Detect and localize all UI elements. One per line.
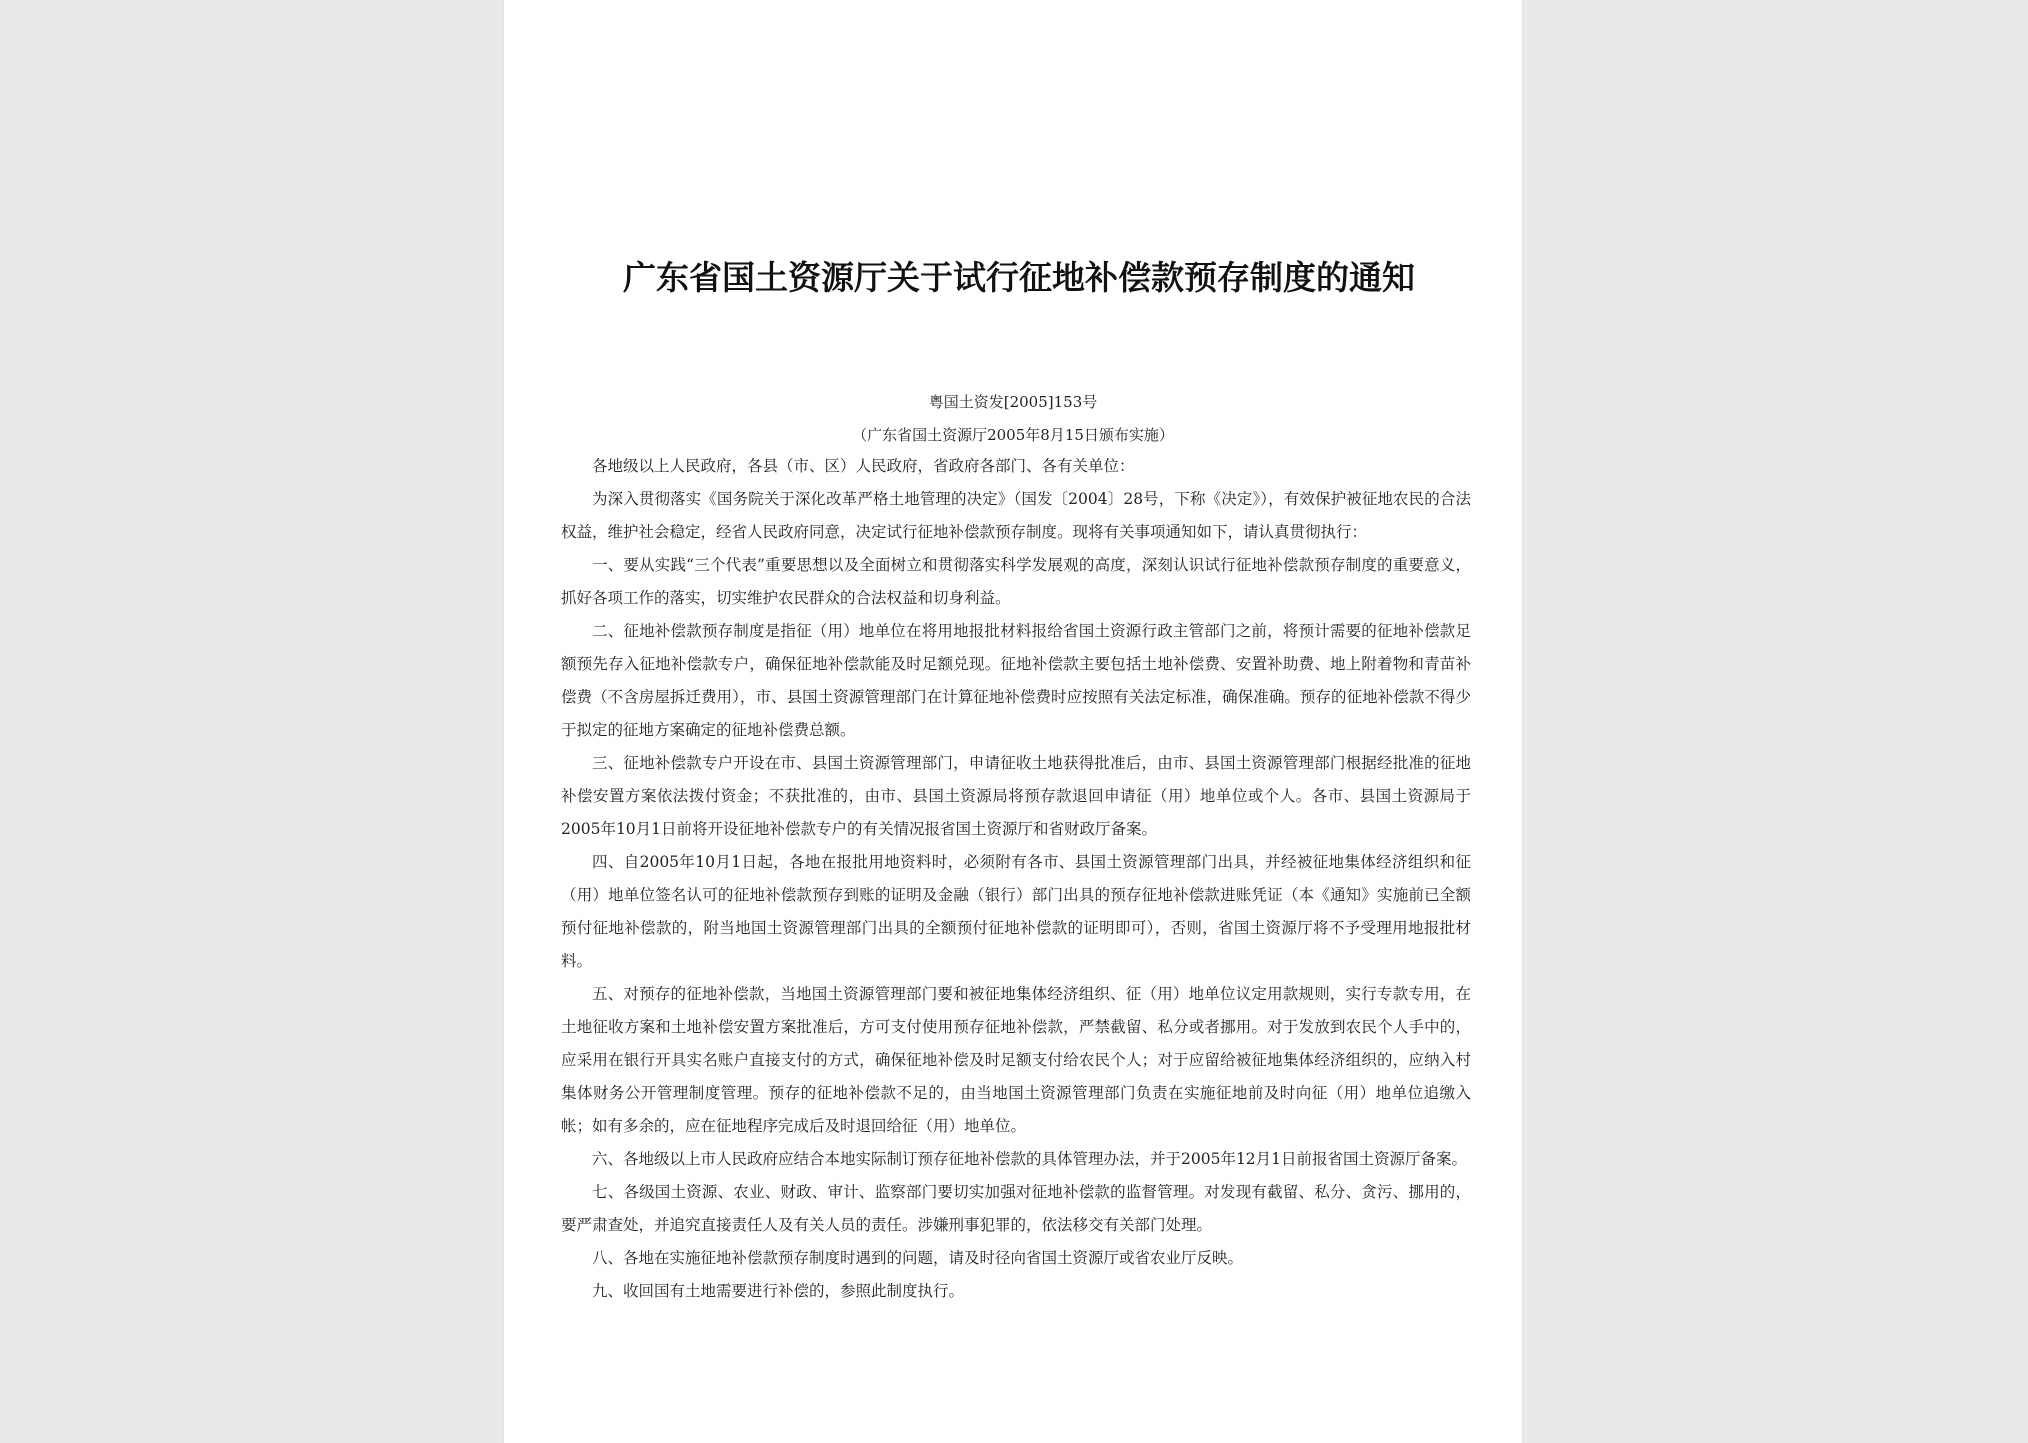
paragraph-item-8: 八、各地在实施征地补偿款预存制度时遇到的问题，请及时径向省国土资源厅或省农业厅反映。	[592, 1249, 1244, 1267]
document-body	[561, 450, 1471, 1308]
paragraph-item-7: 七、各级国土资源、农业、财政、审计、监察部门要切实加强对征地补偿款的监督管理。对发现有截留、私分、贪污、挪用的，要严肃查处，并追究直接责任人及有关人员的责任。涉嫌刑事犯罪的，依法移交有关部门处理。	[561, 1183, 1471, 1234]
paragraph-intro: 为深入贯彻落实《国务院关于深化改革严格土地管理的决定》（国发〔2004〕28号，下称《决定》），有效保护被征地农民的合法权益，维护社会稳定，经省人民政府同意，决定试行征地补偿款预存制度。现将有关事项通知如下，请认真贯彻执行：	[561, 490, 1471, 541]
document-number: 粤国土资发[2005]153号	[928, 393, 1098, 411]
paragraph-item-2: 二、征地补偿款预存制度是指征（用）地单位在将用地报批材料报给省国土资源行政主管部门之前，将预计需要的征地补偿款足额预先存入征地补偿款专户，确保征地补偿款能及时足额兑现。征地补偿款主要包括土地补偿费、安置补助费、地上附着物和青苗补偿费（不含房屋拆迁费用），市、县国土资源管理部门在计算征地补偿费时应按照有关法定标准，确保准确。预存的征地补偿款不得少于拟定的征地方案确定的征地补偿费总额。	[561, 622, 1471, 739]
paragraph-item-9: 九、收回国有土地需要进行补偿的，参照此制度执行。	[592, 1282, 965, 1300]
paragraph-item-4: 四、自2005年10月1日起，各地在报批用地资料时，必须附有各市、县国土资源管理部门出具，并经被征地集体经济组织和征（用）地单位签名认可的征地补偿款预存到账的证明及金融（银行）部门出具的预存征地补偿款进账凭证（本《通知》实施前已全额预付征地补偿款的，附当地国土资源管理部门出具的全额预付征地补偿款的证明即可），否则，省国土资源厅将不予受理用地报批材料。	[561, 853, 1471, 970]
document-title: 广东省国土资源厅关于试行征地补偿款预存制度的通知	[623, 258, 1415, 297]
paragraph-item-6: 六、各地级以上市人民政府应结合本地实际制订预存征地补偿款的具体管理办法，并于2005年12月1日前报省国土资源厅备案。	[592, 1150, 1468, 1168]
issue-note: （广东省国土资源厅2005年8月15日颁布实施）	[852, 426, 1174, 444]
paragraph-item-3: 三、征地补偿款专户开设在市、县国土资源管理部门，申请征收土地获得批准后，由市、县国土资源管理部门根据经批准的征地补偿安置方案依法拨付资金；不获批准的，由市、县国土资源局将预存款退回申请征（用）地单位或个人。各市、县国土资源局于2005年10月1日前将开设征地补偿款专户的有关情况报省国土资源厅和省财政厅备案。	[561, 754, 1471, 838]
paragraph-item-1: 一、要从实践“三个代表”重要思想以及全面树立和贯彻落实科学发展观的高度，深刻认识试行征地补偿款预存制度的重要意义，抓好各项工作的落实，切实维护农民群众的合法权益和切身利益。	[561, 556, 1471, 607]
paragraph-salutation: 各地级以上人民政府，各县（市、区）人民政府，省政府各部门、各有关单位：	[592, 457, 1135, 475]
paragraph-item-5: 五、对预存的征地补偿款，当地国土资源管理部门要和被征地集体经济组织、征（用）地单位议定用款规则，实行专款专用，在土地征收方案和土地补偿安置方案批准后，方可支付使用预存征地补偿款，严禁截留、私分或者挪用。对于发放到农民个人手中的，应采用在银行开具实名账户直接支付的方式，确保征地补偿及时足额支付给农民个人；对于应留给被征地集体经济组织的，应纳入村集体财务公开管理制度管理。预存的征地补偿款不足的，由当地国土资源管理部门负责在实施征地前及时向征（用）地单位追缴入帐；如有多余的，应在征地程序完成后及时退回给征（用）地单位。	[561, 985, 1471, 1135]
document-page	[504, 0, 1522, 1443]
